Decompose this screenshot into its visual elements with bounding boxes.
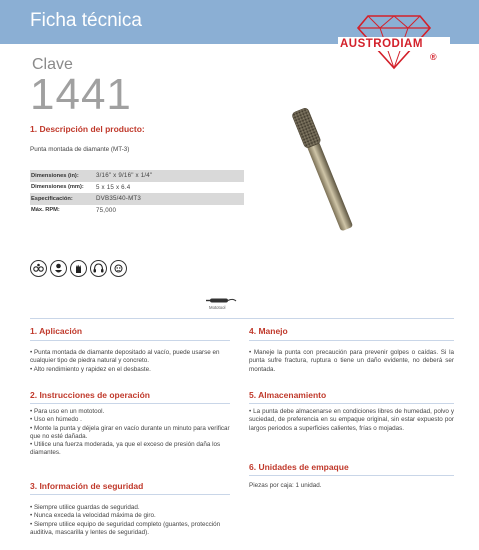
list-item: • Punta montada de diamante depositado al vacío, puede usarse en cualquier tipo de piedra natural y concreto. [30,349,220,365]
page-title: Ficha técnica [30,10,142,31]
hearing-protection-icon [90,260,107,277]
aplicacion-text [30,349,230,374]
brand-logo [334,14,454,70]
unidades-text: Piezas por caja: 1 unidad. [249,482,322,489]
list-item: • Siempre utilice guardas de seguridad. [30,504,140,511]
instrucciones-heading: 2. Instrucciones de operación [30,390,150,400]
list-item: • Nunca exceda la velocidad máxima de giro. [30,512,156,520]
almacenamiento-heading: 5. Almacenamiento [249,390,327,400]
spec-value: 75,000 [96,206,117,214]
list-item: • Siempre utilice equipo de seguridad completo (guantes, protección auditiva, mascarilla y lentes de seguridad). [30,520,221,536]
face-shield-icon [110,260,127,277]
spec-label: Dimensiones (in): [31,172,79,179]
clave-label: Clave [32,56,73,73]
spec-value: 3/16" x 9/16" x 1/4" [96,172,153,180]
aplicacion-heading: 1. Aplicación [30,326,83,336]
spec-label: Especificación: [31,195,73,202]
gloves-icon [70,260,87,277]
list-item: • Maneje la punta con precaución para prevenir golpes o caídas. Si la punta sufre fractura, ruptura o tiene un daño evidente, no deberá ser montada. [249,349,454,373]
product-image [282,98,362,238]
spec-row [30,170,244,182]
spec-row [30,193,244,205]
dust-mask-icon [50,260,67,277]
spec-label: Dimensiones (mm): [31,184,84,191]
section-rule [249,475,454,476]
section-rule [249,403,454,404]
spec-label: Máx. RPM: [31,207,60,214]
section-rule [30,340,230,341]
manejo-text [249,349,454,374]
section-rule [30,403,230,404]
clave-number: 1441 [30,70,132,119]
safety-glasses-icon [30,260,47,277]
divider [30,318,454,319]
seguridad-text [30,504,240,537]
safety-icons [30,260,127,277]
list-item: • Monte la punta y déjela girar en vacío durante un minuto para verificar que no esté dañada. [30,424,230,440]
list-item: • La punta debe almacenarse en condiciones libres de humedad, polvo y suciedad, de preferencia en su empaque original, sin estar expuesto por largos periodos a superficies calientes, frías o mojadas. [249,408,454,432]
list-item: • Utilice una fuerza moderada, ya que el exceso de presión daña los diamantes. [30,441,221,457]
instrucciones-text [30,408,230,458]
spec-row [30,182,244,194]
spec-value: 5 x 15 x 6.4 [96,183,131,191]
description-text: Punta montada de diamante (MT-3) [30,146,130,153]
spec-table [30,170,244,216]
list-item: • Uso en húmedo . [30,416,82,424]
section-rule [249,340,454,341]
brand-name: AUSTRODIAM [340,38,423,50]
seguridad-heading: 3. Información de seguridad [30,481,144,491]
registered-mark: ® [430,52,437,62]
mototool-label: Mototool [209,305,226,310]
list-item: • Para uso en un mototool. [30,408,105,415]
manejo-heading: 4. Manejo [249,326,288,336]
almacenamiento-text [249,408,454,433]
spec-row [30,205,244,217]
spec-value: DVB35/40-MT3 [96,195,142,203]
mototool-icon [206,296,240,305]
description-heading: 1. Descripción del producto: [30,124,145,134]
list-item: • Alto rendimiento y rapidez en el desbaste. [30,365,151,373]
unidades-heading: 6. Unidades de empaque [249,462,349,472]
section-rule [30,494,230,495]
